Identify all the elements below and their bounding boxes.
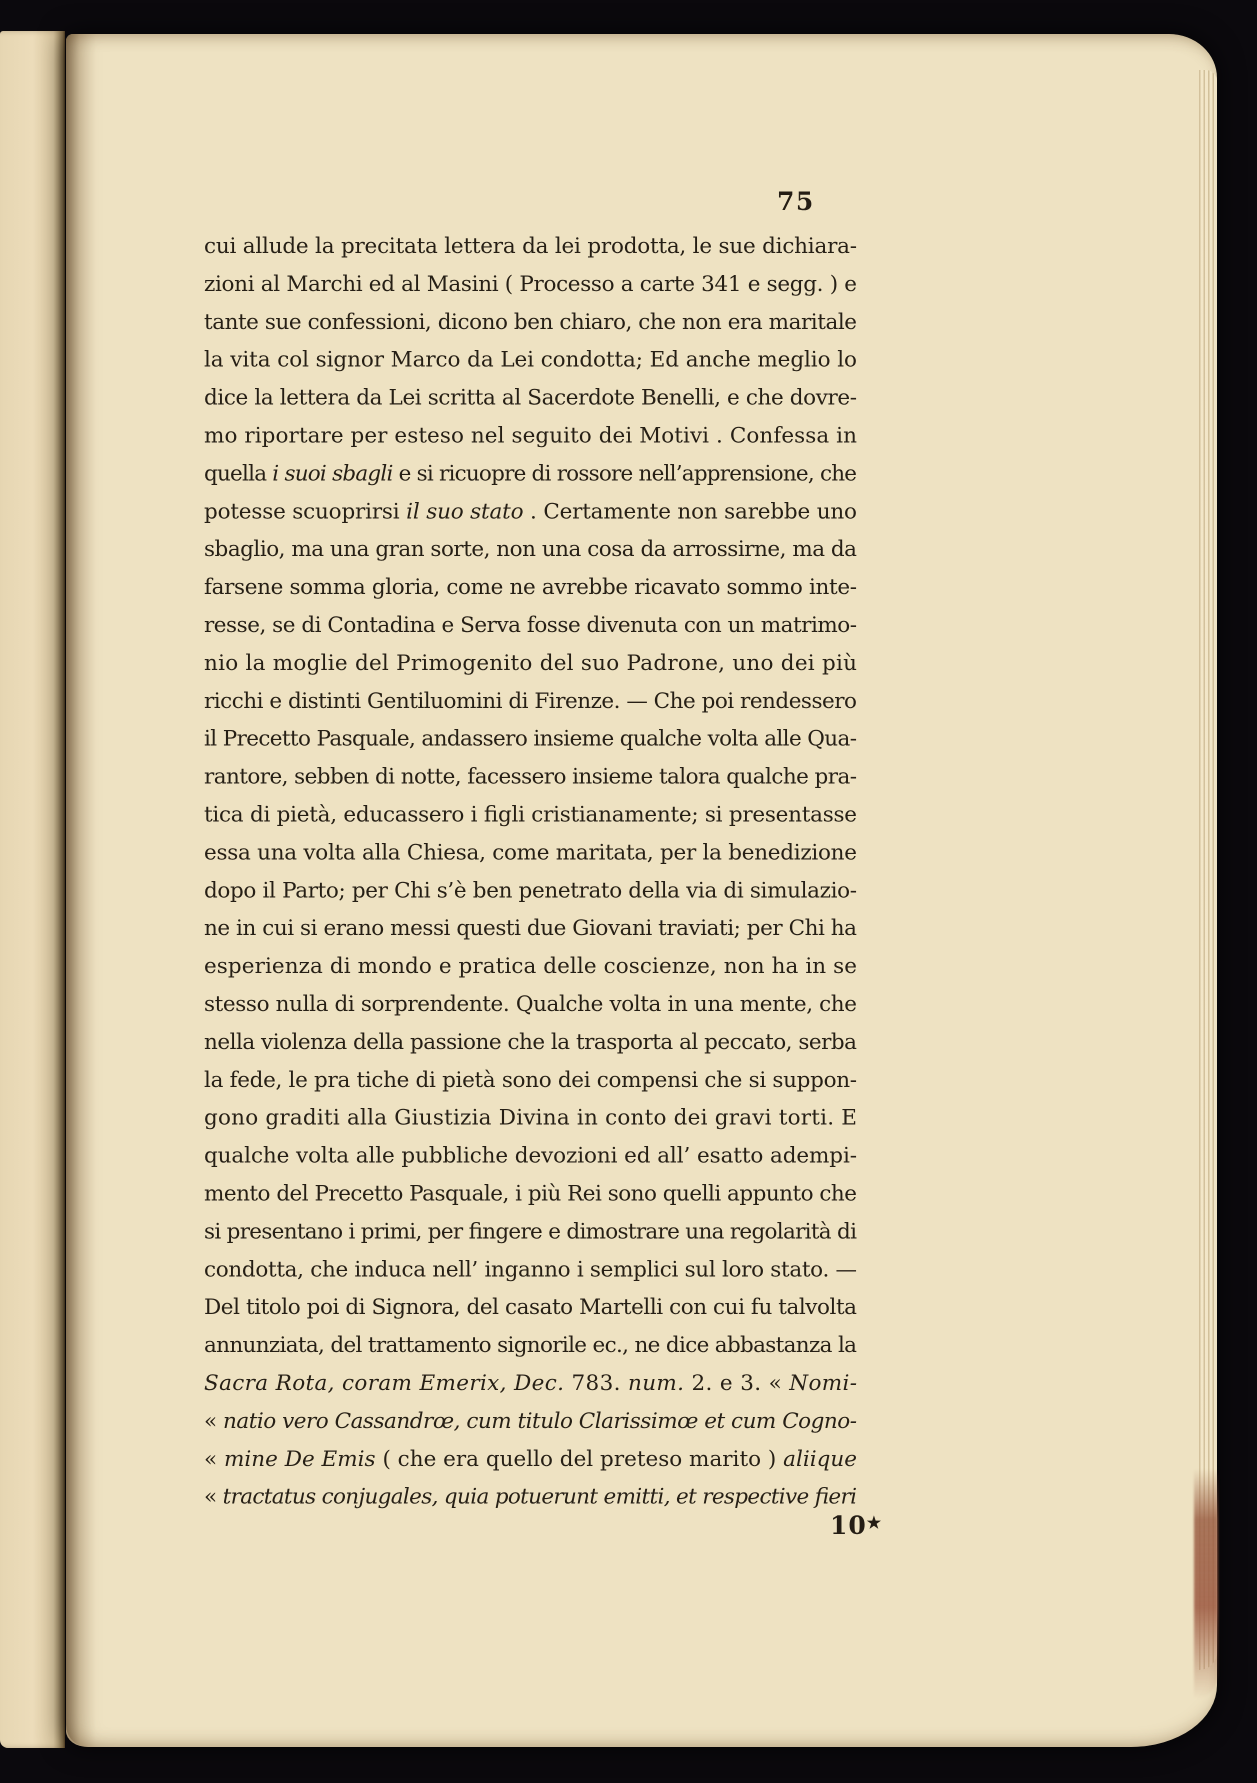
- gutter-shadow: [66, 34, 96, 1747]
- text-line: Sacra Rota, coram Emerix, Dec. 783. num. 2. e 3. « Nomi-: [204, 1371, 857, 1396]
- text-line: ne in cui si erano messi questi due Giovani traviati; per Chi ha: [204, 916, 857, 942]
- star-asterisk: ★: [866, 1513, 883, 1532]
- text-line: nella violenza della passione che la trasporta al peccato, serba: [204, 1029, 857, 1055]
- signature-mark: 10★: [830, 1511, 883, 1540]
- text-line: annunziata, del trattamento signorile ec., ne dice abbastanza la: [204, 1333, 857, 1359]
- text-line: sbaglio, ma una gran sorte, non una cosa da arrossirne, ma da: [204, 537, 857, 563]
- text-line: mento del Precetto Pasquale, i più Rei sono quelli appunto che: [204, 1181, 857, 1207]
- text-line: quella i suoi sbagli e si ricuopre di rossore nell’apprensione, che: [204, 461, 857, 487]
- text-line: mo riportare per esteso nel seguito dei Motivi . Confessa in: [204, 423, 857, 449]
- text-line: condotta, che induca nell’ inganno i semplici sul loro stato. —: [204, 1257, 857, 1283]
- text-line: farsene somma gloria, come ne avrebbe ricavato sommo inte-: [204, 575, 857, 601]
- text-line: nio la moglie del Primogenito del suo Padrone, uno dei più: [204, 650, 857, 676]
- text-line: il Precetto Pasquale, andassero insieme qualche volta alle Qua-: [204, 726, 857, 752]
- text-line: « tractatus conjugales, quia potuerunt emitti, et respective fieri: [204, 1484, 857, 1510]
- text-line: rantore, sebben di notte, facessero insieme talora qualche pra-: [204, 764, 857, 790]
- text-line: potesse scuoprirsi il suo stato . Certamente non sarebbe uno: [204, 499, 857, 525]
- book-page: [66, 34, 1217, 1747]
- text-line: stesso nulla di sorprendente. Qualche volta in una mente, che: [204, 992, 857, 1017]
- text-line: si presentano i primi, per fingere e dimostrare una regolarità di: [204, 1219, 857, 1245]
- text-line: qualche volta alle pubbliche devozioni ed all’ esatto adempi-: [204, 1143, 857, 1169]
- text-line: dopo il Parto; per Chi s’è ben penetrato della via di simulazio-: [204, 878, 857, 904]
- text-line: ricchi e distinti Gentiluomini di Firenze. — Che poi rendessero: [204, 688, 857, 714]
- fore-edge-red-tint: [1194, 1469, 1218, 1699]
- text-line: « mine De Emis ( che era quello del preteso marito ) aliique: [204, 1446, 857, 1472]
- text-line: essa una volta alla Chiesa, come maritata, per la benedizione: [204, 840, 857, 866]
- text-line: cui allude la precitata lettera da lei prodotta, le sue dichiara-: [204, 234, 857, 259]
- text-line: resse, se di Contadina e Serva fosse divenuta con un matrimo-: [204, 613, 857, 638]
- text-line: dice la lettera da Lei scritta al Sacerdote Benelli, e che dovre-: [204, 385, 857, 411]
- text-line: Del titolo poi di Signora, del casato Martelli con cui fu talvolta: [204, 1295, 857, 1321]
- previous-page-edge: [0, 31, 65, 1748]
- text-line: « natio vero Cassandrœ, cum titulo Clarissimœ et cum Cogno-: [204, 1408, 857, 1434]
- text-line: la vita col signor Marco da Lei condotta; Ed anche meglio lo: [204, 347, 857, 373]
- text-line: zioni al Marchi ed al Masini ( Processo a carte 341 e segg. ) e: [204, 271, 857, 297]
- page-edge-stack: [1199, 70, 1217, 1670]
- text-line: la fede, le pra tiche di pietà sono dei compensi che si suppon-: [204, 1067, 857, 1093]
- text-line: gono graditi alla Giustizia Divina in conto dei gravi torti. E: [204, 1105, 857, 1131]
- text-line: tante sue confessioni, dicono ben chiaro, che non era maritale: [204, 309, 857, 335]
- page-number: 75: [777, 187, 815, 216]
- text-line: esperienza di mondo e pratica delle coscienze, non ha in se: [204, 954, 857, 980]
- text-line: tica di pietà, educassero i figli cristianamente; si presentasse: [204, 802, 857, 828]
- text-block: [204, 214, 864, 1544]
